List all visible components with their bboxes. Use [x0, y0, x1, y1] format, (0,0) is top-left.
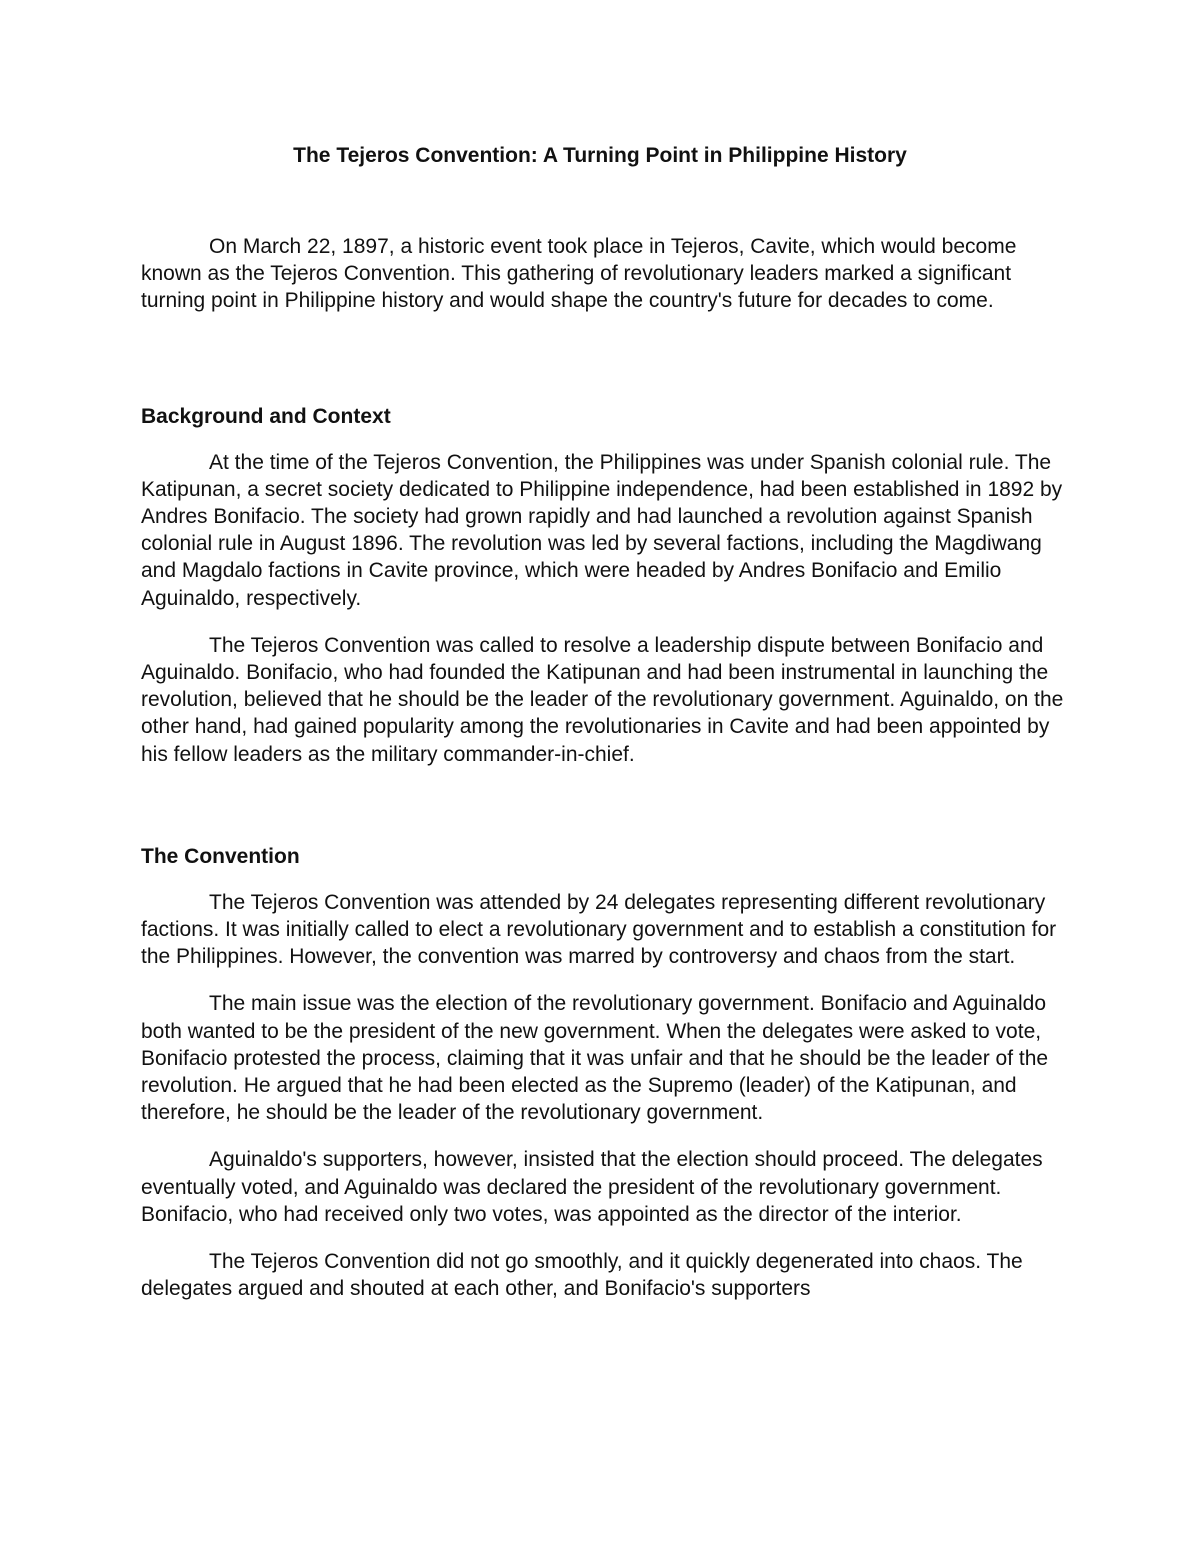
- section-heading: Background and Context: [141, 404, 391, 428]
- body-paragraph: The Tejeros Convention did not go smoothly, and it quickly degenerated into chaos. The delegates argued and shouted at each other, and Bonifacio's supporters: [141, 1250, 1023, 1301]
- spacer: [141, 788, 1066, 843]
- body-paragraph: The Tejeros Convention was attended by 24 delegates representing different revolutionary factions. It was initially called to elect a revolutionary government and to establish a constitution for the Philippines. However, the convention was marred by controversy and chaos from the start.: [141, 890, 1057, 969]
- section-heading: The Convention: [141, 844, 300, 868]
- body-paragraph: Aguinaldo's supporters, however, insisted that the election should proceed. The delegates eventually voted, and Aguinaldo was declared the president of the revolutionary government. Bonifacio, who had received only two votes, was appointed as the director of the interior.: [141, 1148, 1043, 1226]
- body-paragraph: The Tejeros Convention was called to resolve a leadership dispute between Bonifacio and Aguinaldo. Bonifacio, who had founded the Katipunan and had been instrumental in launching the revolution, believed that he should be the leader of the revolutionary government. Aguinaldo, on the other hand, had gained popularity among the revolutionaries in Cavite and had been appointed by his fellow leaders as the military commander-in-chief.: [141, 633, 1064, 766]
- document-title: The Tejeros Convention: A Turning Point in Philippine History: [293, 144, 907, 167]
- section-background: [141, 403, 1066, 768]
- spacer: [141, 335, 1066, 403]
- intro-paragraph: On March 22, 1897, a historic event took place in Tejeros, Cavite, which would become known as the Tejeros Convention. This gathering of revolutionary leaders marked a significant turning point in Philippine history and would shape the country's future for decades to come.: [141, 235, 1017, 313]
- section-convention: [141, 843, 1066, 1303]
- document-body: [141, 233, 1066, 1322]
- body-paragraph: At the time of the Tejeros Convention, the Philippines was under Spanish colonial rule. The Katipunan, a secret society dedicated to Philippine independence, had been established in 1892 by Andres Bonifacio. The society had grown rapidly and had launched a revolution against Spanish colonial rule in August 1896. The revolution was led by several factions, including the Magdiwang and Magdalo factions in Cavite province, which were headed by Andres Bonifacio and Emilio Aguinaldo, respectively.: [141, 450, 1063, 610]
- body-paragraph: The main issue was the election of the revolutionary government. Bonifacio and Aguinaldo both wanted to be the president of the new government. When the delegates were asked to vote, Bonifacio protested the process, claiming that it was unfair and that he should be the leader of the revolution. He argued that he had been elected as the Supremo (leader) of the Katipunan, and therefore, he should be the leader of the revolutionary government.: [141, 992, 1049, 1125]
